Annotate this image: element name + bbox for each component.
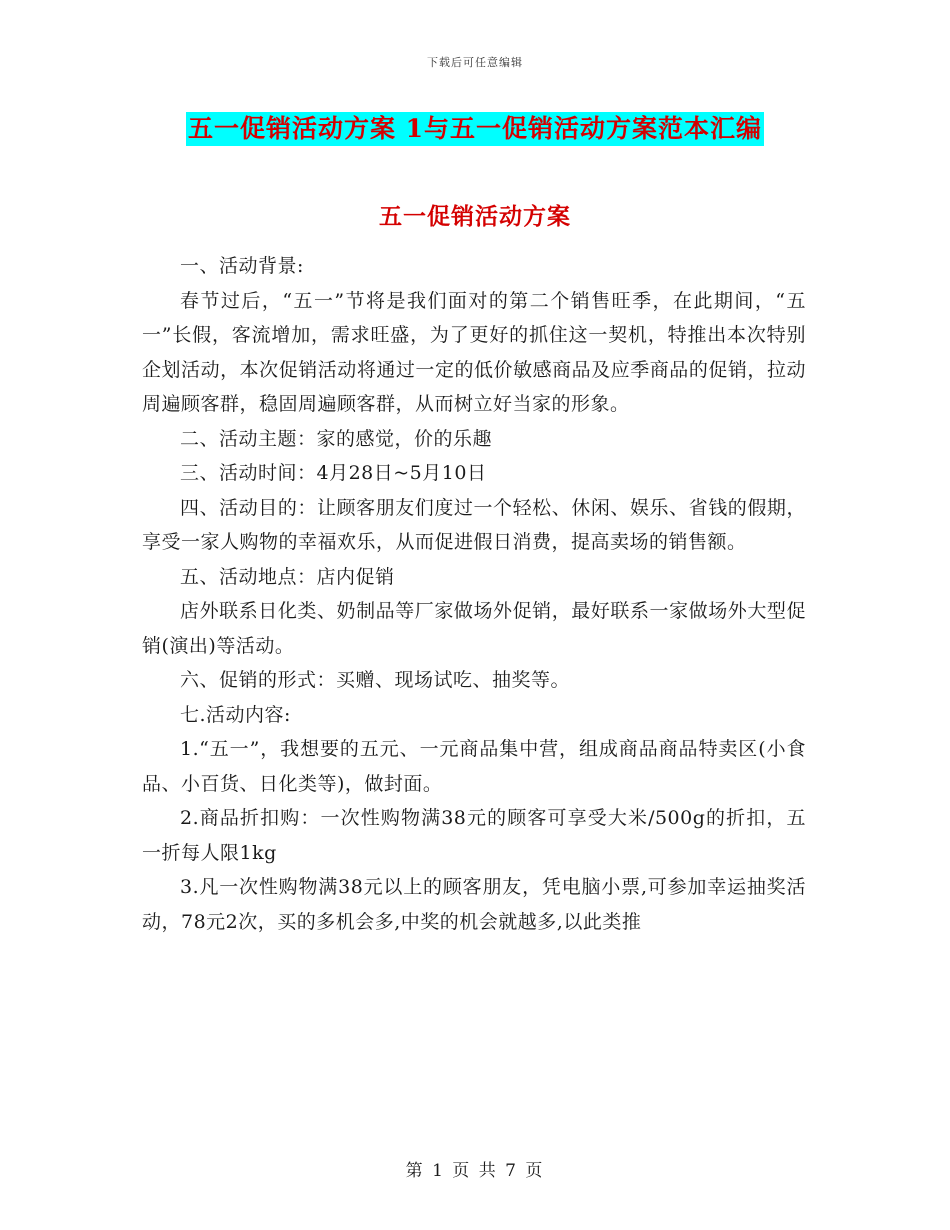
paragraph-item-2: 2.商品折扣购：一次性购物满38元的顾客可享受大米/500g的折扣，五一折每人限1kg	[142, 807, 806, 864]
paragraph-content-heading: 七.活动内容:	[180, 703, 291, 726]
paragraph-background-heading: 一、活动背景:	[180, 255, 304, 277]
paragraph-theme: 二、活动主题：家的感觉，价的乐趣	[180, 427, 493, 450]
paragraph-promo-form: 六、促销的形式：买赠、现场试吃、抽奖等。	[180, 669, 571, 691]
page-number: 第 1 页 共 7 页	[405, 1161, 545, 1181]
paragraph-time: 三、活动时间：4月28日~5月10日	[180, 462, 487, 484]
paragraph-location: 五、活动地点：店内促销	[180, 565, 395, 588]
document-title: 五一促销活动方案 1与五一促销活动方案范本汇编	[186, 112, 764, 146]
paragraph-item-3: 3.凡一次性购物满38元以上的顾客朋友，凭电脑小票,可参加幸运抽奖活动，78元2次，买的多机会多,中奖的机会就越多,以此类推	[142, 876, 806, 933]
paragraph-purpose: 四、活动目的：让顾客朋友们度过一个轻松、休闲、娱乐、省钱的假期，享受一家人购物的幸福欢乐，从而促进假日消费，提高卖场的销售额。	[142, 496, 806, 553]
paragraph-outdoor-promo: 店外联系日化类、奶制品等厂家做场外促销，最好联系一家做场外大型促销(演出)等活动。	[142, 600, 806, 657]
paragraph-background-text: 春节过后，“五一”节将是我们面对的第二个销售旺季，在此期间，“五一”长假，客流增加，需求旺盛，为了更好的抓住这一契机，特推出本次特别企划活动，本次促销活动将通过一定的低价敏感商品及应季商品的促销，拉动周遍顾客群，稳固周遍顾客群，从而树立好当家的形象。	[142, 289, 806, 415]
paragraph-item-1: 1.“五一”，我想要的五元、一元商品集中营，组成商品商品特卖区(小食品、小百货、日化类等)，做封面。	[142, 738, 806, 795]
document-title-container	[0, 112, 950, 146]
document-body	[142, 249, 806, 939]
section-title: 五一促销活动方案	[379, 203, 571, 230]
header-note: 下载后可任意编辑	[427, 56, 523, 69]
